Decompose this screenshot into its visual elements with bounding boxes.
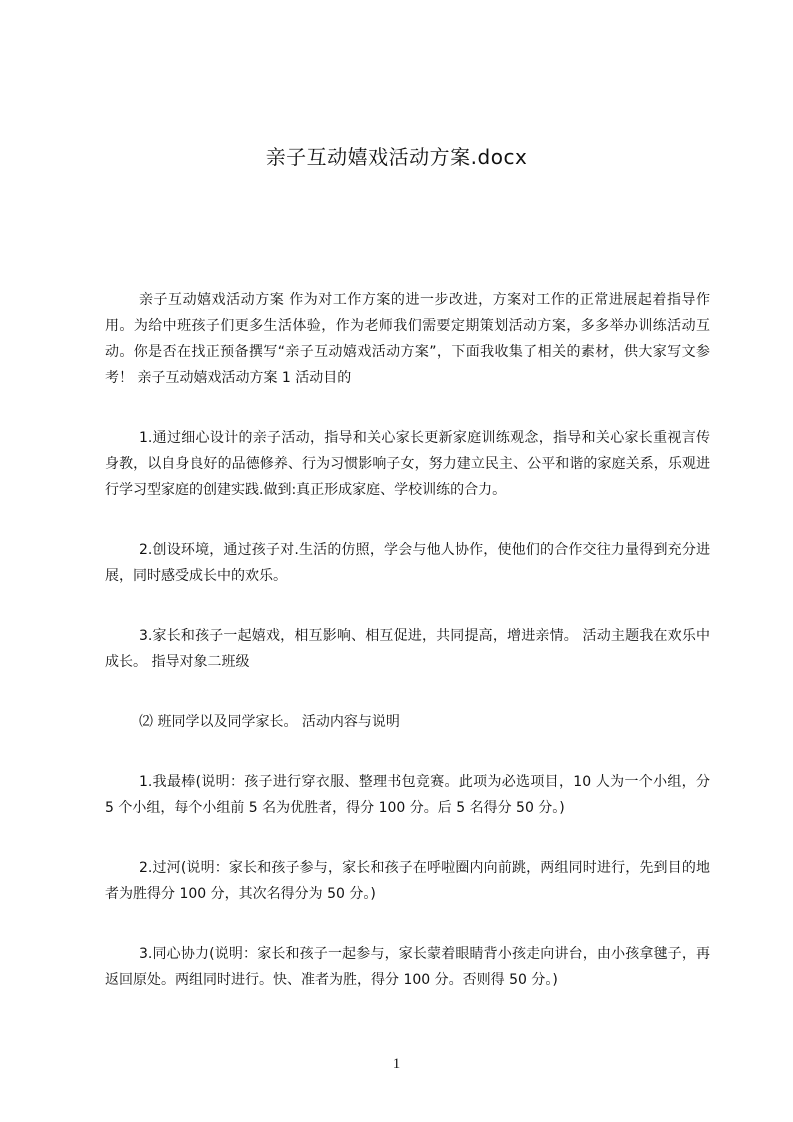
paragraph-goal-2: 2.创设环境，通过孩子对.生活的仿照，学会与他人协作，使他们的合作交往力量得到充分进展，同时感受成长中的欢乐。 (105, 542, 710, 584)
paragraph-activity-3: 3.同心协力(说明：家长和孩子一起参与，家长蒙着眼睛背小孩走向讲台，由小孩拿毽子，再返回原处。两组同时进行。快、准者为胜，得分 100 分。否则得 50 分。) (105, 946, 710, 988)
document-title: 亲子互动嬉戏活动方案.docx (265, 145, 528, 169)
paragraph-goal-1: 1.通过细心设计的亲子活动，指导和关心家长更新家庭训练观念，指导和关心家长重视言传身教，以自身良好的品德修养、行为习惯影响子女，努力建立民主、公平和谐的家庭关系，乐观进行学习型家庭的创建实践.做到:真正形成家庭、学校训练的合力。 (105, 430, 710, 498)
page-number: 1 (392, 1056, 401, 1072)
paragraph-activity-2: 2.过河(说明：家长和孩子参与，家长和孩子在呼啦圈内向前跳，两组同时进行，先到目的地者为胜得分 100 分，其次名得分为 50 分。) (105, 860, 710, 902)
paragraph-goal-3: 3.家长和孩子一起嬉戏，相互影响、相互促进，共同提高，增进亲情。 活动主题我在欢乐中成长。 指导对象二班级 (105, 628, 710, 670)
paragraph-intro: 亲子互动嬉戏活动方案 作为对工作方案的进一步改进，方案对工作的正常进展起着指导作用。为给中班孩子们更多生活体验，作为老师我们需要定期策划活动方案，多多举办训练活动互动。你是否在找正预备撰写“亲子互动嬉戏活动方案”，下面我收集了相关的素材，供大家写文参考！ 亲子互动嬉戏活动方案 1 活动目的 (105, 292, 710, 386)
document-body (105, 287, 710, 1027)
paragraph-participants: ⑵ 班同学以及同学家长。 活动内容与说明 (139, 714, 400, 730)
paragraph-activity-1: 1.我最棒(说明：孩子进行穿衣服、整理书包竞赛。此项为必选项目，10 人为一个小组，分 5 个小组，每个小组前 5 名为优胜者，得分 100 分。后 5 名得分 50 分。) (105, 774, 710, 816)
